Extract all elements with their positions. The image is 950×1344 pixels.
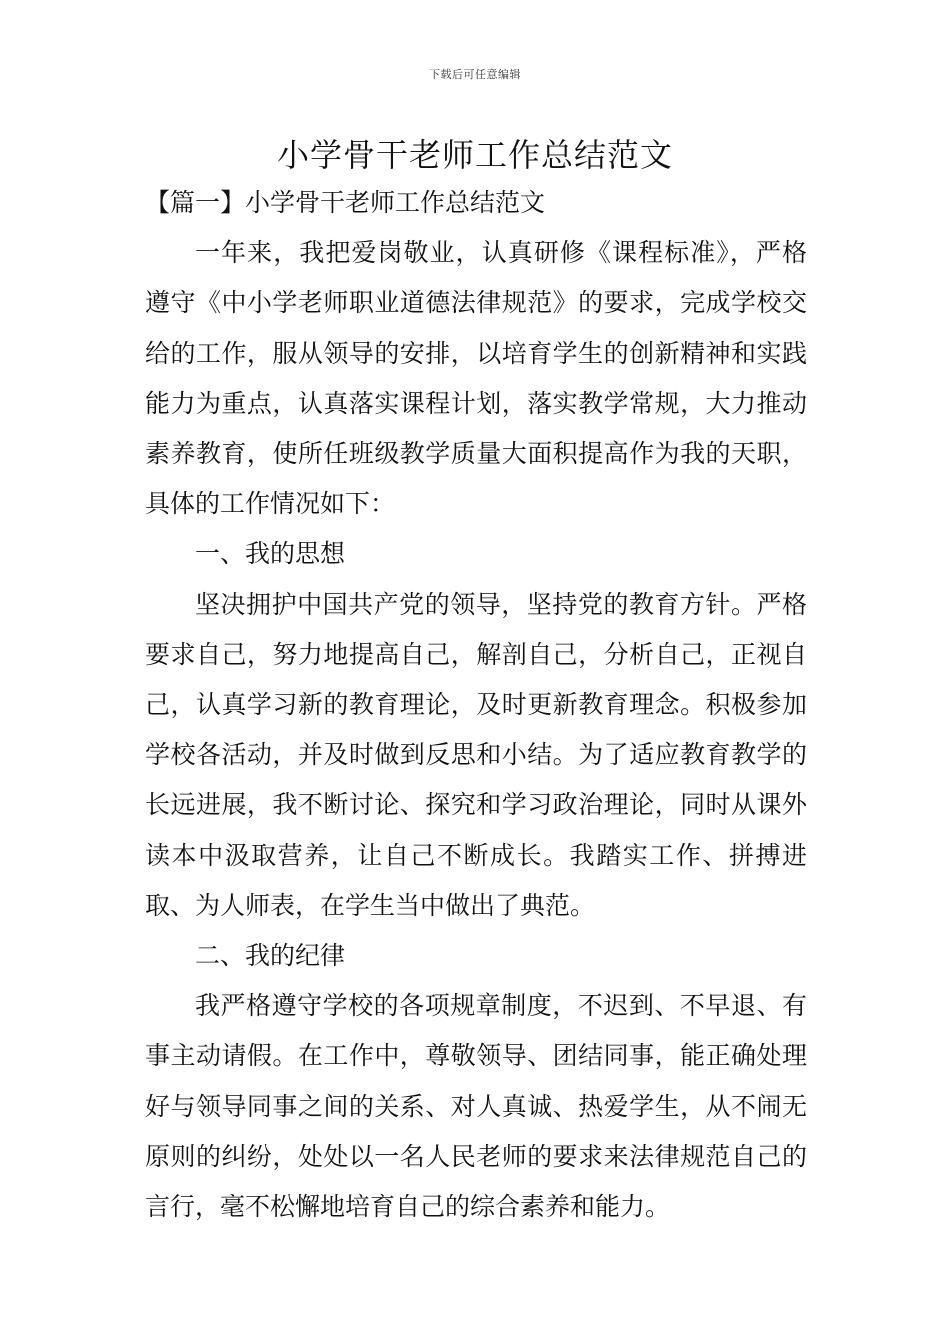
header-note: 下载后可任意编辑 bbox=[429, 68, 521, 81]
subheading-discipline: 二、我的纪律 bbox=[195, 941, 346, 971]
document-title: 小学骨干老师工作总结范文 bbox=[276, 136, 673, 174]
thought-paragraph: 坚决拥护中国共产党的领导，坚持党的教育方针。严格要求自己，努力地提高自己，解剖自己，分析自己，正视自己，认真学习新的教育理论，及时更新教育理念。积极参加学校各活动，并及时做到反思和小结。为了适应教育教学的长远进展，我不断讨论、探究和学习政治理论，同时从课外读本中汲取营养，让自己不断成长。我踏实工作、拼搏进取、为人师表，在学生当中做出了典范。 bbox=[145, 589, 807, 920]
discipline-paragraph: 我严格遵守学校的各项规章制度，不迟到、不早退、有事主动请假。在工作中，尊敬领导、团结同事，能正确处理好与领导同事之间的关系、对人真诚、热爱学生，从不闹无原则的纠纷，处处以一名人民老师的要求来法律规范自己的言行，毫不松懈地培育自己的综合素养和能力。 bbox=[145, 991, 807, 1222]
section-heading: 【篇一】小学骨干老师工作总结范文 bbox=[145, 188, 546, 217]
document-body bbox=[145, 178, 807, 1232]
subheading-thought: 一、我的思想 bbox=[195, 539, 346, 569]
intro-paragraph: 一年来，我把爱岗敬业，认真研修《课程标准》，严格遵守《中小学老师职业道德法律规范》的要求，完成学校交给的工作，服从领导的安排，以培育学生的创新精神和实践能力为重点，认真落实课程计划，落实教学常规，大力推动素养教育，使所任班级教学质量大面积提高作为我的天职，具体的工作情况如下： bbox=[145, 238, 807, 519]
